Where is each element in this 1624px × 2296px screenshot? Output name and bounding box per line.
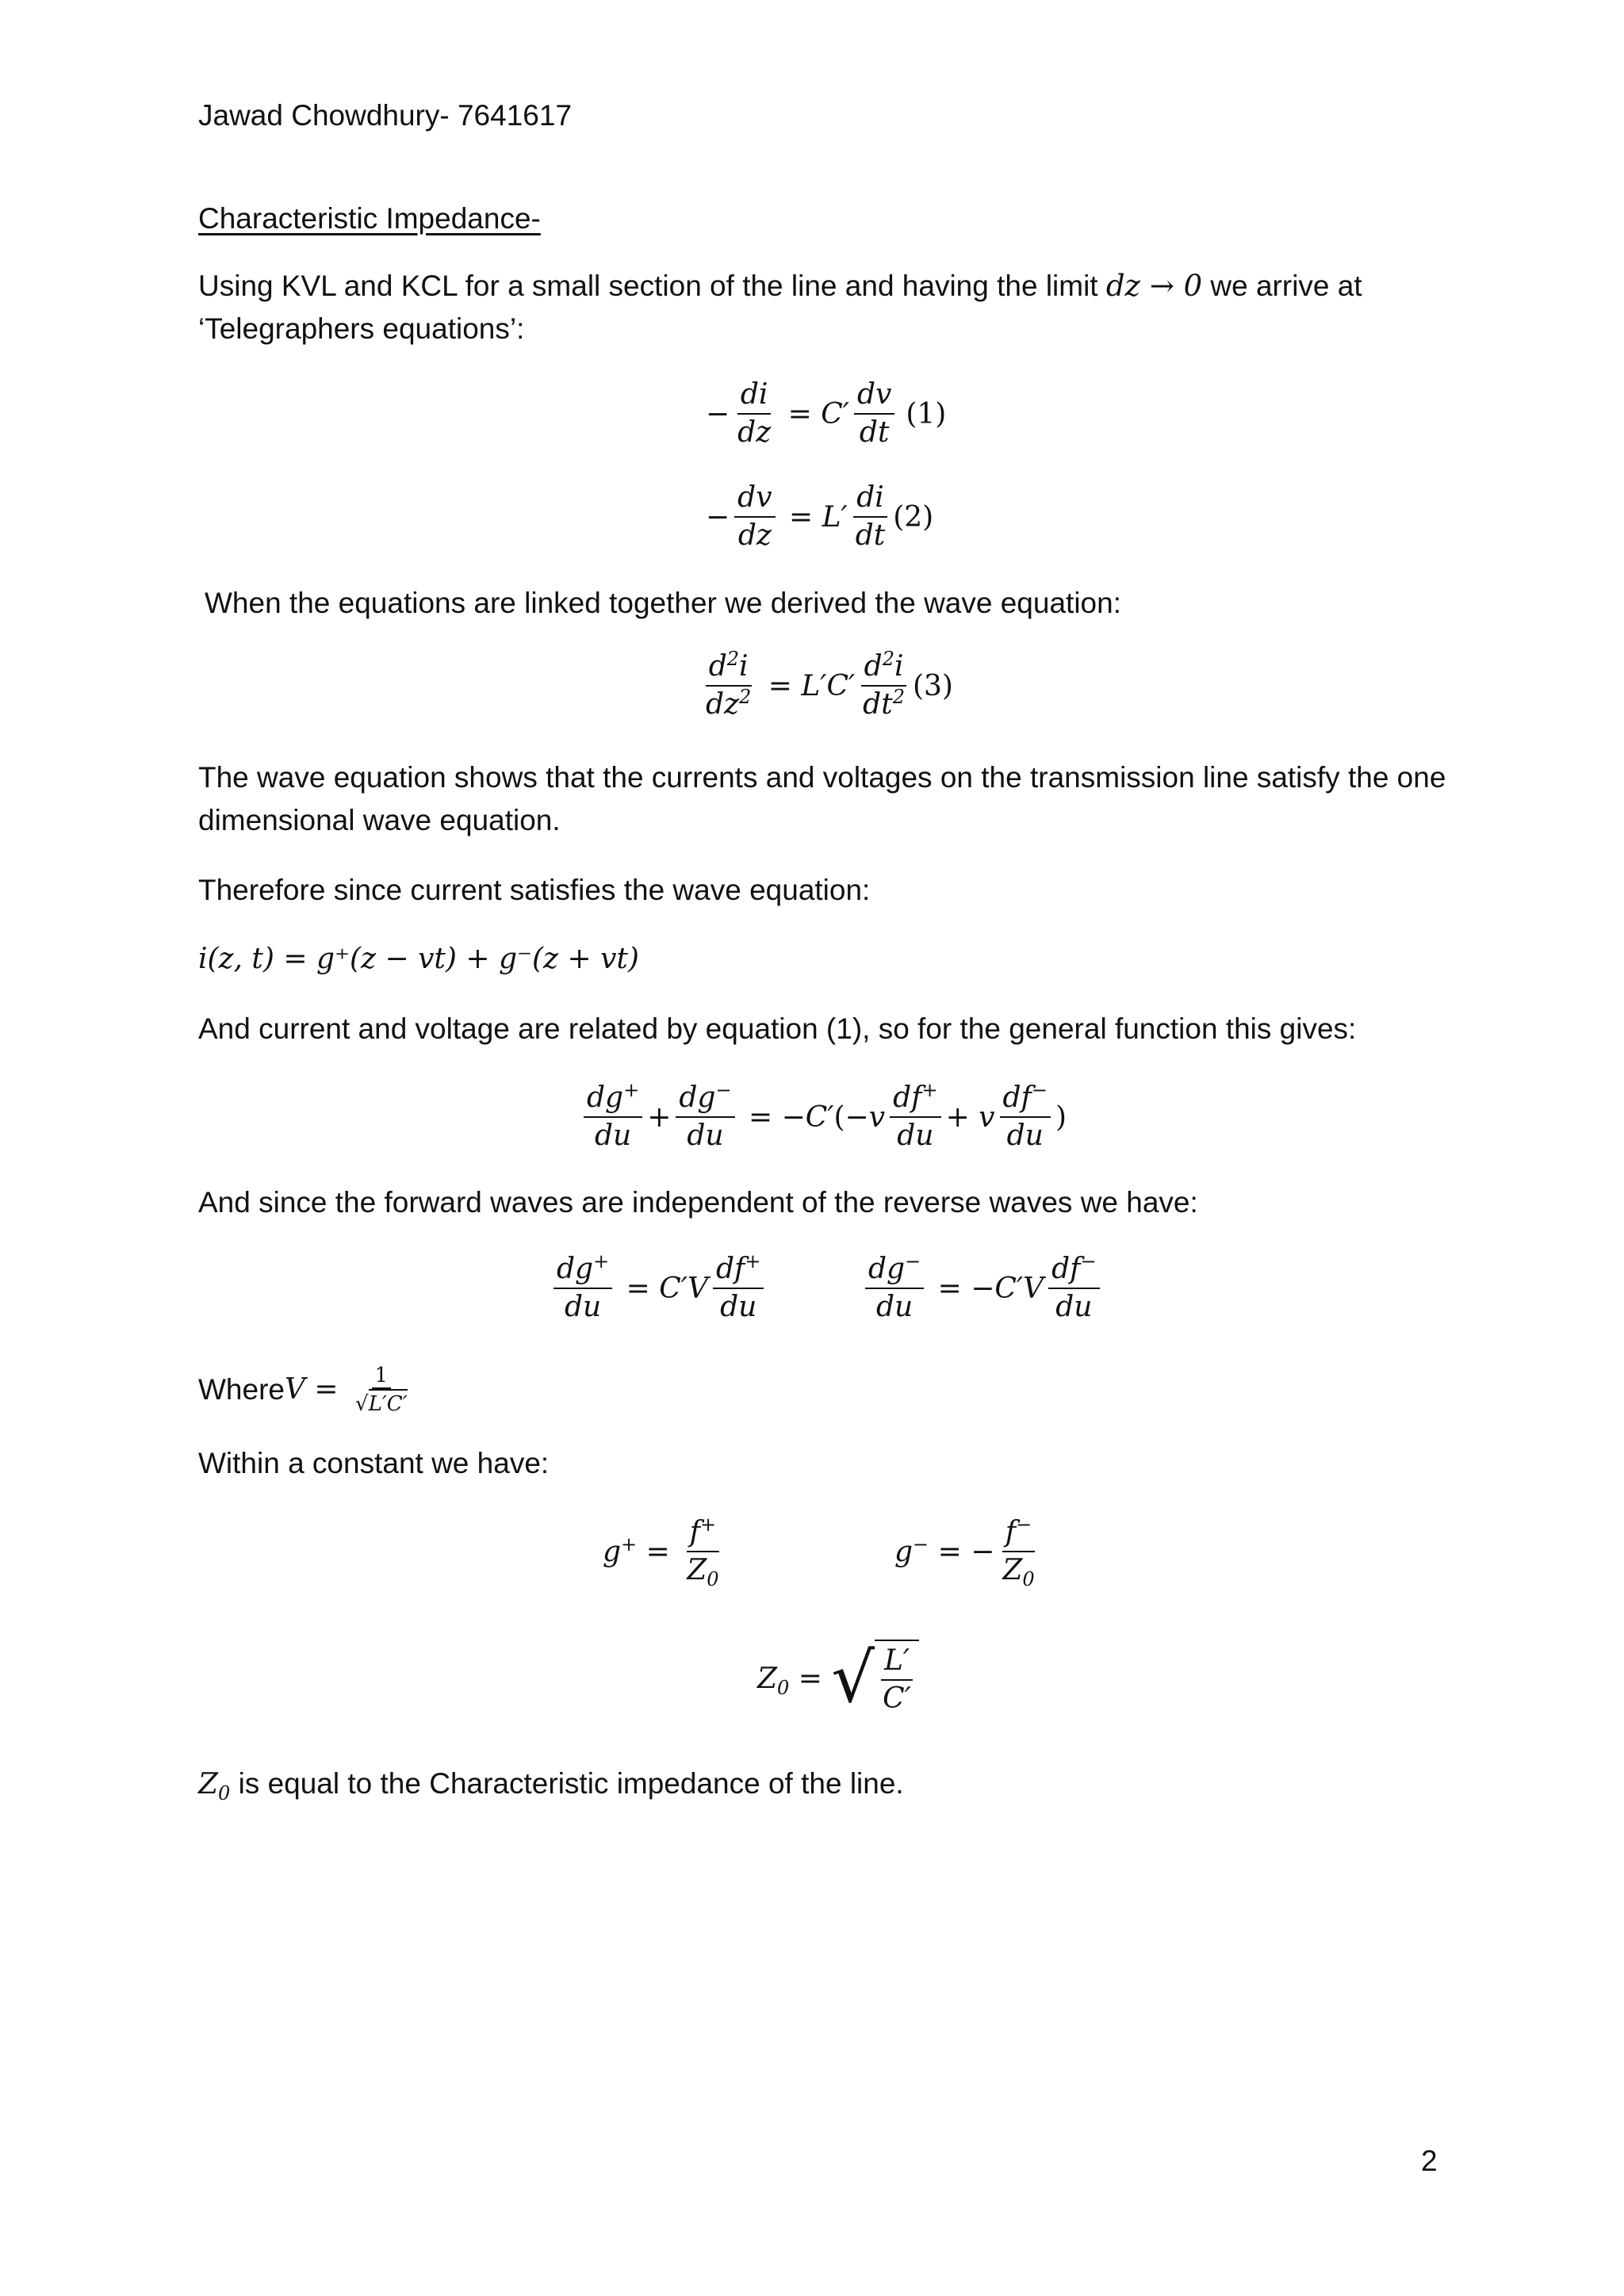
conclusion-text: $Z_0$ is equal to the Characteristic impedance of the line. xyxy=(198,1767,904,1805)
reverse-wave-equation: $\frac{dg^-}{du}$ = − C′V $\frac{df^-}{du}$ xyxy=(860,1251,1105,1326)
within-constant-text: Within a constant we have: xyxy=(198,1447,550,1479)
forward-wave-equation: $\frac{dg^+}{du}$ = C′V $\frac{df^+}{du}$ xyxy=(549,1251,768,1326)
g-plus-equation: g+ = $\frac{f^+}{Z_0}$ xyxy=(603,1513,719,1591)
intro-paragraph-line2: ‘Telegraphers equations’: xyxy=(198,312,525,345)
equation-label-1: (1) xyxy=(906,397,947,430)
g-minus-equation: g− = − $\frac{f^-}{Z_0}$ xyxy=(894,1513,1035,1591)
wave-explanation-line1: The wave equation shows that the currents and voltages on the transmission line satisfy the one xyxy=(198,761,1446,794)
page-number: 2 xyxy=(1421,2145,1438,2177)
independence-text: And since the forward waves are independent of the reverse waves we have: xyxy=(198,1186,1198,1219)
author-header: Jawad Chowdhury- 7641617 xyxy=(198,99,573,132)
wave-derivation-text: When the equations are linked together we derived the wave equation: xyxy=(205,587,1121,619)
where-label: Where xyxy=(198,1373,285,1406)
velocity-definition: Where V = $\frac{1}{√L'C'}$ xyxy=(198,1364,408,1416)
wave-explanation-line2: dimensional wave equation. xyxy=(198,804,561,836)
current-solution-equation: i(z, t) = g⁺(z − vt) + g⁻(z + vt) xyxy=(198,943,639,975)
intro-text-post: we arrive at xyxy=(1202,270,1362,302)
intro-paragraph-line1 xyxy=(198,266,1362,307)
relation-text: And current and voltage are related by equation (1), so for the general function this gives: xyxy=(198,1012,1357,1045)
equation-label-2: (2) xyxy=(893,500,934,534)
wave-equation: $\frac{d^2i}{dz^2}$ = L′C′ $\frac{d^2i}{dt^2}$ (3) xyxy=(706,648,953,721)
general-function-equation: $\frac{dg^+}{du}$ + $\frac{dg^-}{du}$ = − C′ (− v $\frac{df^+}{du}$ + v $\frac{df^-}{du}$ ) xyxy=(579,1080,1067,1154)
equation-label-3: (3) xyxy=(912,669,953,702)
limit-expression: dz → 0 xyxy=(1105,269,1203,303)
intro-text-pre: Using KVL and KCL for a small section of the line and having the limit xyxy=(198,270,1106,302)
telegrapher-equation-1: − $\frac{di}{dz}$ = C′ $\frac{dv}{dt}$ (1) xyxy=(706,378,947,449)
current-satisfies-text: Therefore since current satisfies the wave equation: xyxy=(198,874,871,906)
characteristic-impedance-equation: $Z_0$ = √ $\frac{L'}{C'}$ xyxy=(757,1640,919,1717)
telegrapher-equation-2: − $\frac{dv}{dz}$ = L′ $\frac{di}{dt}$ (2) xyxy=(706,481,934,552)
conclusion-text-body: is equal to the Characteristic impedance of the line. xyxy=(230,1767,904,1800)
section-title: Characteristic Impedance- xyxy=(198,202,541,235)
